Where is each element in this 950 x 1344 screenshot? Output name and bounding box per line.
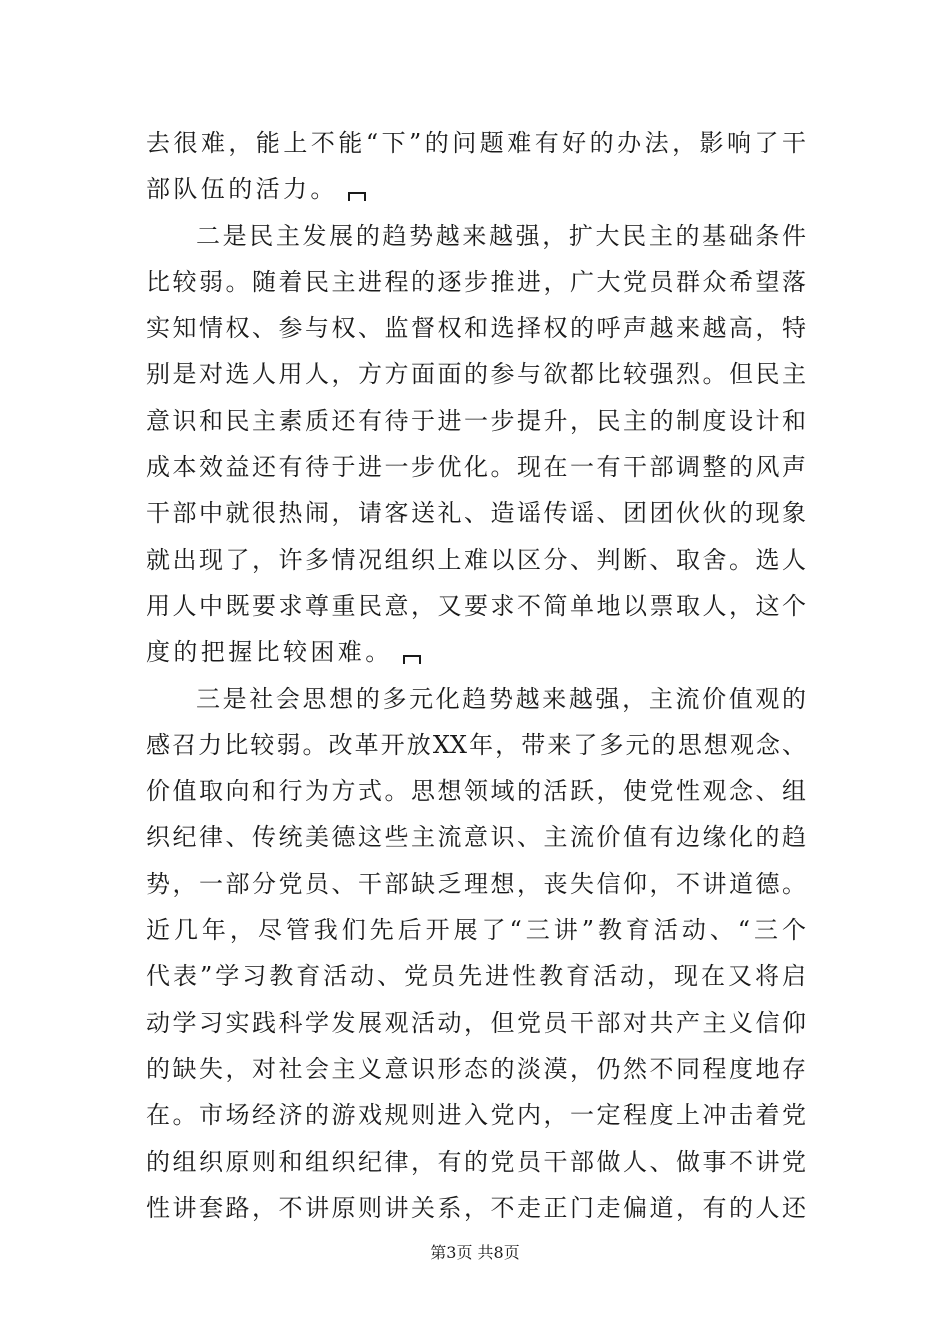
text-line: 比较弱。随着民主进程的逐步推进，广大党员群众希望落 (146, 267, 806, 296)
text-line: 去很难，能上不能“下”的问题难有好的办法，影响了干 (146, 129, 806, 157)
text-line: 的组织原则和组织纪律，有的党员干部做人、做事不讲党 (146, 1147, 806, 1176)
text-line: 用人中既要求尊重民意，又要求不简单地以票取人，这个 (146, 591, 806, 620)
text-line: 价值取向和行为方式。思想领域的活跃，使党性观念、组 (146, 777, 806, 806)
text-line: 就出现了，许多情况组织上难以区分、判断、取舍。选人 (146, 545, 806, 574)
text-line-content: 度的把握比较困难。 (146, 638, 393, 667)
text-line: 二是民主发展的趋势越来越强，扩大民主的基础条件 (196, 221, 806, 250)
body-text (146, 120, 806, 1231)
text-line (146, 629, 806, 675)
text-line: 意识和民主素质还有待于进一步提升，民主的制度设计和 (146, 406, 806, 435)
text-line: 别是对选人用人，方方面面的参与欲都比较强烈。但民主 (146, 360, 806, 389)
text-line: 干部中就很热闹，请客送礼、造谣传谣、团团伙伙的现象 (146, 499, 806, 528)
paragraph-mark-icon (348, 192, 366, 201)
text-line-content: 部队伍的活力。 (146, 175, 338, 204)
text-line: 成本效益还有待于进一步优化。现在一有干部调整的风声 (146, 453, 806, 482)
text-line: 的缺失，对社会主义意识形态的淡漠，仍然不同程度地存 (146, 1054, 806, 1083)
text-line: 三是社会思想的多元化趋势越来越强，主流价值观的 (196, 684, 806, 713)
text-line: 代表”学习教育活动、党员先进性教育活动，现在又将启 (146, 962, 806, 991)
text-line: 动学习实践科学发展观活动，但党员干部对共产主义信仰 (146, 1008, 806, 1037)
text-line (146, 166, 806, 212)
text-line: 势，一部分党员、干部缺乏理想，丧失信仰，不讲道德。 (146, 869, 806, 898)
text-line: 感召力比较弱。改革开放XX年，带来了多元的思想观念、 (146, 730, 806, 759)
text-line: 性讲套路，不讲原则讲关系，不走正门走偏道，有的人还 (146, 1193, 806, 1222)
text-line: 织纪律、传统美德这些主流意识、主流价值有边缘化的趋 (146, 823, 806, 852)
text-line: 实知情权、参与权、监督权和选择权的呼声越来越高，特 (146, 314, 806, 343)
paragraph-mark-icon (403, 655, 421, 664)
text-line: 在。市场经济的游戏规则进入党内，一定程度上冲击着党 (146, 1101, 806, 1130)
page-number: 第3页 共8页 (430, 1243, 520, 1262)
text-line: 近几年，尽管我们先后开展了“三讲”教育活动、“三个 (146, 916, 806, 945)
